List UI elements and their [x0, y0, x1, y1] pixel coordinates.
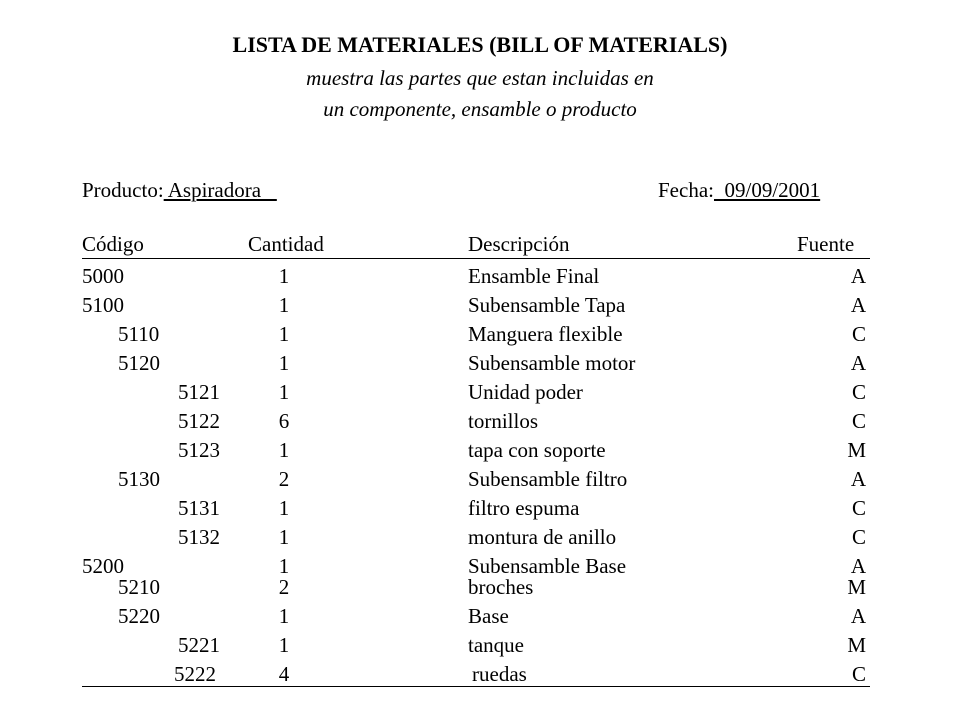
subtitle-line-1: muestra las partes que estan incluidas en	[306, 66, 654, 90]
row-quantity: 1	[278, 633, 290, 657]
row-code: 5122	[178, 409, 220, 433]
row-code: 5123	[178, 438, 220, 462]
row-quantity: 1	[278, 264, 290, 288]
row-code: 5130	[118, 467, 160, 491]
row-source: C	[851, 525, 866, 549]
row-code: 5222	[174, 662, 216, 686]
row-description: filtro espuma	[468, 496, 580, 520]
table-row	[0, 604, 960, 633]
row-description: montura de anillo	[468, 525, 617, 549]
row-source: A	[850, 264, 866, 288]
row-quantity: 1	[278, 322, 290, 346]
column-header-code: Código	[82, 232, 144, 256]
table-row	[0, 575, 960, 604]
row-source: A	[850, 351, 866, 375]
row-description: Subensamble motor	[468, 351, 636, 375]
row-source: A	[850, 554, 866, 578]
row-quantity: 1	[278, 380, 290, 404]
row-description: Unidad poder	[468, 380, 583, 404]
row-code: 5120	[118, 351, 160, 375]
row-quantity: 1	[278, 604, 290, 628]
row-quantity: 1	[278, 525, 290, 549]
table-row	[0, 351, 960, 380]
row-description: tapa con soporte	[468, 438, 606, 462]
row-description: Ensamble Final	[468, 264, 600, 288]
table-header	[82, 232, 870, 259]
date-field	[658, 178, 820, 203]
table-row	[0, 322, 960, 351]
row-code: 5220	[118, 604, 160, 628]
date-label: Fecha:	[658, 178, 714, 202]
table-row	[0, 264, 960, 293]
date-value: 09/09/2001	[713, 178, 821, 202]
row-code: 5121	[178, 380, 220, 404]
row-quantity: 4	[278, 662, 290, 686]
row-source: A	[850, 467, 866, 491]
row-code: 5132	[178, 525, 220, 549]
row-source: A	[850, 604, 866, 628]
product-field	[82, 178, 277, 203]
table-row	[0, 293, 960, 322]
row-description: Subensamble filtro	[468, 467, 628, 491]
row-source: M	[847, 575, 866, 599]
row-code: 5110	[118, 322, 160, 346]
row-source: C	[851, 409, 866, 433]
product-label: Producto:	[82, 178, 164, 202]
row-source: M	[847, 633, 866, 657]
row-quantity: 1	[278, 554, 290, 578]
row-description: broches	[468, 575, 534, 599]
row-code: 5200	[82, 554, 124, 578]
row-description: Subensamble Base	[468, 554, 627, 578]
row-quantity: 1	[278, 351, 290, 375]
row-code: 5221	[178, 633, 220, 657]
column-header-qty: Cantidad	[248, 232, 324, 256]
row-source: M	[847, 438, 866, 462]
row-source: C	[851, 662, 866, 686]
table-row	[0, 467, 960, 496]
table-row	[0, 380, 960, 409]
table-row	[0, 633, 960, 662]
row-description: Manguera flexible	[468, 322, 623, 346]
row-quantity: 2	[278, 467, 290, 491]
column-header-description: Descripción	[468, 232, 570, 256]
row-description: Base	[468, 604, 509, 628]
row-quantity: 2	[278, 575, 290, 599]
product-value: Aspiradora	[163, 178, 277, 202]
row-description: tanque	[468, 633, 524, 657]
row-code: 5131	[178, 496, 220, 520]
column-header-source: Fuente	[797, 232, 855, 256]
row-quantity: 1	[278, 438, 290, 462]
row-description: ruedas	[472, 662, 527, 686]
row-source: C	[851, 380, 866, 404]
row-source: C	[851, 496, 866, 520]
row-source: A	[850, 293, 866, 317]
row-quantity: 1	[278, 293, 290, 317]
row-quantity: 6	[278, 409, 290, 433]
row-code: 5100	[82, 293, 124, 317]
table-bottom-rule	[82, 686, 870, 687]
row-description: Subensamble Tapa	[468, 293, 626, 317]
subtitle-line-2: un componente, ensamble o producto	[323, 97, 637, 121]
row-description: tornillos	[468, 409, 539, 433]
row-code: 5000	[82, 264, 124, 288]
table-row	[0, 409, 960, 438]
row-source: C	[851, 322, 866, 346]
row-quantity: 1	[278, 496, 290, 520]
table-row	[0, 438, 960, 467]
table-row	[0, 525, 960, 554]
row-code: 5210	[118, 575, 160, 599]
table-row	[0, 496, 960, 525]
document-title: LISTA DE MATERIALES (BILL OF MATERIALS)	[232, 32, 728, 57]
